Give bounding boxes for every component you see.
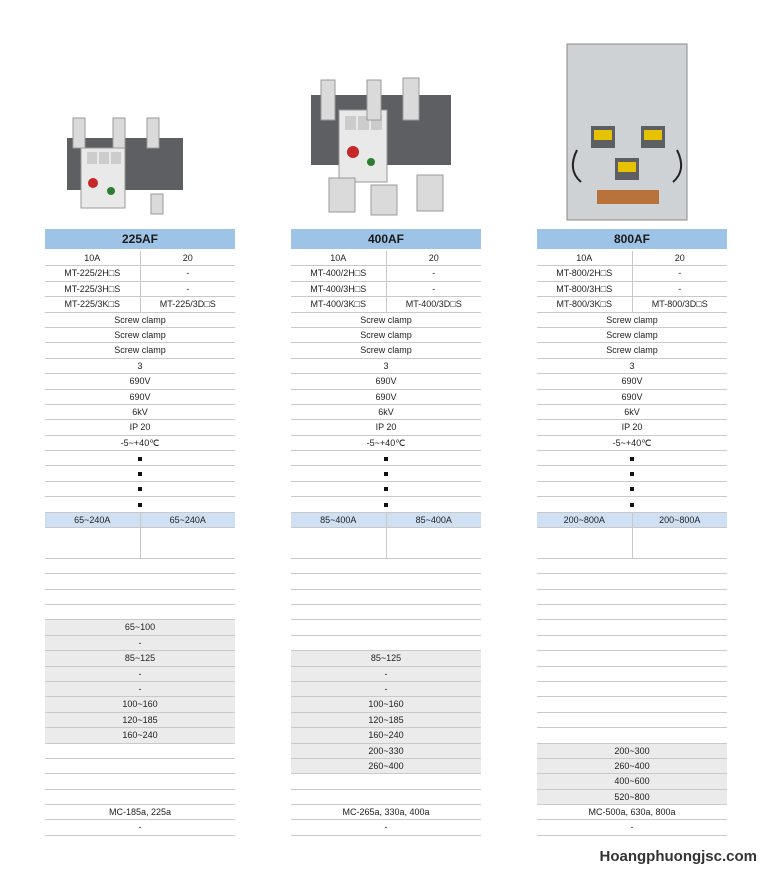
cell: -5~+40℃ <box>120 437 160 448</box>
cell: 260~400 <box>368 760 404 771</box>
bullet-icon <box>138 487 142 491</box>
cell: MT-225/2H□S <box>45 266 141 280</box>
cell: - <box>678 283 682 294</box>
cell: 200~800A <box>537 513 633 527</box>
relay-800af-photo <box>537 0 727 228</box>
cell: 690V <box>621 391 643 402</box>
cell: MT-400/3K□S <box>291 297 387 311</box>
bullet-row <box>45 466 235 481</box>
cell: 3 <box>137 360 143 371</box>
blank-row <box>45 790 235 805</box>
table-row <box>45 297 235 312</box>
table-row <box>291 282 481 297</box>
table-row <box>537 343 727 358</box>
cell: Screw clamp <box>114 329 166 340</box>
range-row <box>291 513 481 528</box>
blank-row <box>45 528 235 559</box>
table-row <box>537 297 727 312</box>
setting-row <box>291 651 481 666</box>
cell: Screw clamp <box>360 345 412 356</box>
setting-row <box>537 759 727 774</box>
cell: - <box>630 822 634 833</box>
cell: -5~+40℃ <box>366 437 406 448</box>
cell: MT-800/3D□S <box>651 299 708 310</box>
bullet-icon <box>384 503 388 507</box>
blank-row <box>537 667 727 682</box>
bullet-row <box>291 482 481 497</box>
relay-400af-photo <box>291 0 481 228</box>
blank-row <box>537 728 727 743</box>
cell: - <box>138 668 142 679</box>
cell: 200~300 <box>614 745 650 756</box>
setting-row <box>291 697 481 712</box>
cell: 260~400 <box>614 760 650 771</box>
setting-row <box>45 651 235 666</box>
cell: MT-400/2H□S <box>291 266 387 280</box>
table-row <box>537 328 727 343</box>
setting-row <box>45 697 235 712</box>
blank-row <box>537 574 727 589</box>
cell: 520~800 <box>614 791 650 802</box>
bullet-row <box>45 451 235 466</box>
cell: 400~600 <box>614 776 650 787</box>
bullet-row <box>291 451 481 466</box>
cell: MT-800/2H□S <box>537 266 633 280</box>
blank-row <box>291 774 481 789</box>
setting-row <box>45 620 235 635</box>
table-row <box>537 436 727 451</box>
setting-row <box>537 774 727 789</box>
cell: Screw clamp <box>114 345 166 356</box>
table-row <box>291 266 481 281</box>
setting-row <box>537 790 727 805</box>
cell: 690V <box>129 391 151 402</box>
cell: 10A <box>45 251 141 265</box>
bullet-icon <box>138 503 142 507</box>
cell: MC-500a, 630a, 800a <box>588 807 676 818</box>
cell: - <box>678 268 682 279</box>
relay-225af-photo <box>45 0 235 228</box>
cell: Screw clamp <box>360 314 412 325</box>
blank-row <box>537 636 727 651</box>
bullet-icon <box>630 457 634 461</box>
cell: 3 <box>629 360 635 371</box>
bullet-row <box>45 482 235 497</box>
cell: - <box>186 283 190 294</box>
table-row <box>45 343 235 358</box>
frame-header: 225AF <box>45 229 235 249</box>
table-row <box>291 820 481 835</box>
bullet-icon <box>384 472 388 476</box>
setting-row <box>537 744 727 759</box>
bullet-row <box>537 466 727 481</box>
cell: - <box>384 822 388 833</box>
blank-row <box>537 559 727 574</box>
table-row <box>537 282 727 297</box>
cell: 85~125 <box>124 653 156 664</box>
cell: - <box>432 283 436 294</box>
cell: IP 20 <box>129 422 151 433</box>
cell: 100~160 <box>122 699 158 710</box>
bullet-icon <box>630 503 634 507</box>
table-row <box>537 266 727 281</box>
table-row <box>45 420 235 435</box>
cell: 120~185 <box>122 714 158 725</box>
cell: 6kV <box>132 406 148 417</box>
table-row <box>45 313 235 328</box>
bullet-row <box>537 451 727 466</box>
table-row <box>45 374 235 389</box>
blank-row <box>291 559 481 574</box>
blank-row <box>291 790 481 805</box>
table-row <box>537 374 727 389</box>
cell: - <box>138 637 142 648</box>
cell: 200~800A <box>659 514 701 525</box>
setting-row <box>291 759 481 774</box>
cell: IP 20 <box>621 422 643 433</box>
cell: 160~240 <box>122 730 158 741</box>
cell: 6kV <box>378 406 394 417</box>
blank-row <box>291 574 481 589</box>
blank-row <box>291 620 481 635</box>
cell: 690V <box>621 376 643 387</box>
table-row <box>45 266 235 281</box>
table-row <box>537 359 727 374</box>
table-row <box>45 282 235 297</box>
table-row <box>291 420 481 435</box>
cell: Screw clamp <box>606 345 658 356</box>
table-row <box>45 820 235 835</box>
bullet-icon <box>630 472 634 476</box>
table-row <box>291 313 481 328</box>
setting-row <box>45 667 235 682</box>
blank-row <box>537 651 727 666</box>
bullet-row <box>45 497 235 512</box>
table-row <box>45 390 235 405</box>
cell: 20 <box>428 253 439 263</box>
table-row <box>45 359 235 374</box>
blank-row <box>537 620 727 635</box>
frame-header: 800AF <box>537 229 727 249</box>
cell: 6kV <box>624 406 640 417</box>
blank-row <box>291 528 481 559</box>
bullet-row <box>291 497 481 512</box>
table-row <box>537 405 727 420</box>
blank-row <box>45 559 235 574</box>
table-row <box>291 343 481 358</box>
setting-row <box>291 744 481 759</box>
cell: 690V <box>375 376 397 387</box>
bullet-icon <box>384 487 388 491</box>
blank-row <box>45 774 235 789</box>
range-row <box>45 513 235 528</box>
bullet-icon <box>138 457 142 461</box>
blank-row <box>537 528 727 559</box>
bullet-icon <box>384 457 388 461</box>
cell: MT-400/3H□S <box>291 282 387 296</box>
blank-row <box>45 759 235 774</box>
cell: 65~100 <box>124 622 156 633</box>
table-row <box>45 251 235 266</box>
blank-row <box>291 605 481 620</box>
table-row <box>291 251 481 266</box>
cell: Screw clamp <box>606 314 658 325</box>
bullet-icon <box>630 487 634 491</box>
cell: 160~240 <box>368 730 404 741</box>
setting-row <box>45 713 235 728</box>
contactor-row <box>291 805 481 820</box>
spec-rows <box>537 251 727 836</box>
table-row <box>291 390 481 405</box>
blank-row <box>45 590 235 605</box>
setting-row <box>45 682 235 697</box>
table-row <box>291 374 481 389</box>
blank-row <box>291 590 481 605</box>
table-row <box>45 405 235 420</box>
contactor-row <box>45 805 235 820</box>
table-row <box>537 313 727 328</box>
table-row <box>537 390 727 405</box>
blank-row <box>537 590 727 605</box>
cell: MT-800/3K□S <box>537 297 633 311</box>
blank-row <box>537 697 727 712</box>
cell: 85~125 <box>370 653 402 664</box>
bullet-row <box>537 497 727 512</box>
setting-row <box>45 636 235 651</box>
cell: MT-225/3K□S <box>45 297 141 311</box>
cell: MT-225/3H□S <box>45 282 141 296</box>
cell: MT-400/3D□S <box>405 299 462 310</box>
cell: 200~330 <box>368 745 404 756</box>
table-row <box>291 328 481 343</box>
cell: MT-800/3H□S <box>537 282 633 296</box>
bullet-row <box>291 466 481 481</box>
range-row <box>537 513 727 528</box>
cell: 65~240A <box>45 513 141 527</box>
table-row <box>537 251 727 266</box>
table-row <box>291 359 481 374</box>
cell: MC-265a, 330a, 400a <box>342 807 430 818</box>
table-row <box>45 328 235 343</box>
table-row <box>537 820 727 835</box>
cell: - <box>138 822 142 833</box>
cell: IP 20 <box>375 422 397 433</box>
cell: 85~400A <box>291 513 387 527</box>
blank-row <box>291 636 481 651</box>
table-row <box>291 436 481 451</box>
blank-row <box>537 713 727 728</box>
cell: 85~400A <box>415 514 452 525</box>
brand-watermark: Hoangphuongjsc.com <box>599 848 757 865</box>
contactor-row <box>537 805 727 820</box>
table-row <box>537 420 727 435</box>
cell: - <box>384 668 388 679</box>
setting-row <box>291 713 481 728</box>
blank-row <box>537 605 727 620</box>
spec-rows <box>45 251 235 836</box>
cell: - <box>138 683 142 694</box>
table-row <box>291 405 481 420</box>
blank-row <box>45 744 235 759</box>
blank-row <box>45 605 235 620</box>
setting-row <box>291 682 481 697</box>
blank-row <box>537 682 727 697</box>
frame-header: 400AF <box>291 229 481 249</box>
table-row <box>45 436 235 451</box>
cell: 20 <box>674 253 685 263</box>
cell: 10A <box>291 251 387 265</box>
cell: MT-225/3D□S <box>159 299 216 310</box>
setting-row <box>291 667 481 682</box>
bullet-icon <box>138 472 142 476</box>
cell: Screw clamp <box>114 314 166 325</box>
cell: Screw clamp <box>360 329 412 340</box>
cell: 3 <box>383 360 389 371</box>
cell: 690V <box>129 376 151 387</box>
cell: - <box>432 268 436 279</box>
setting-row <box>45 728 235 743</box>
setting-row <box>291 728 481 743</box>
table-row <box>291 297 481 312</box>
cell: 10A <box>537 251 633 265</box>
cell: -5~+40℃ <box>612 437 652 448</box>
cell: 20 <box>182 253 193 263</box>
cell: 120~185 <box>368 714 404 725</box>
bullet-row <box>537 482 727 497</box>
cell: 690V <box>375 391 397 402</box>
cell: Screw clamp <box>606 329 658 340</box>
cell: MC-185a, 225a <box>108 807 172 818</box>
cell: 100~160 <box>368 699 404 710</box>
cell: - <box>384 683 388 694</box>
blank-row <box>45 574 235 589</box>
cell: - <box>186 268 190 279</box>
spec-rows <box>291 251 481 836</box>
cell: 65~240A <box>169 514 206 525</box>
